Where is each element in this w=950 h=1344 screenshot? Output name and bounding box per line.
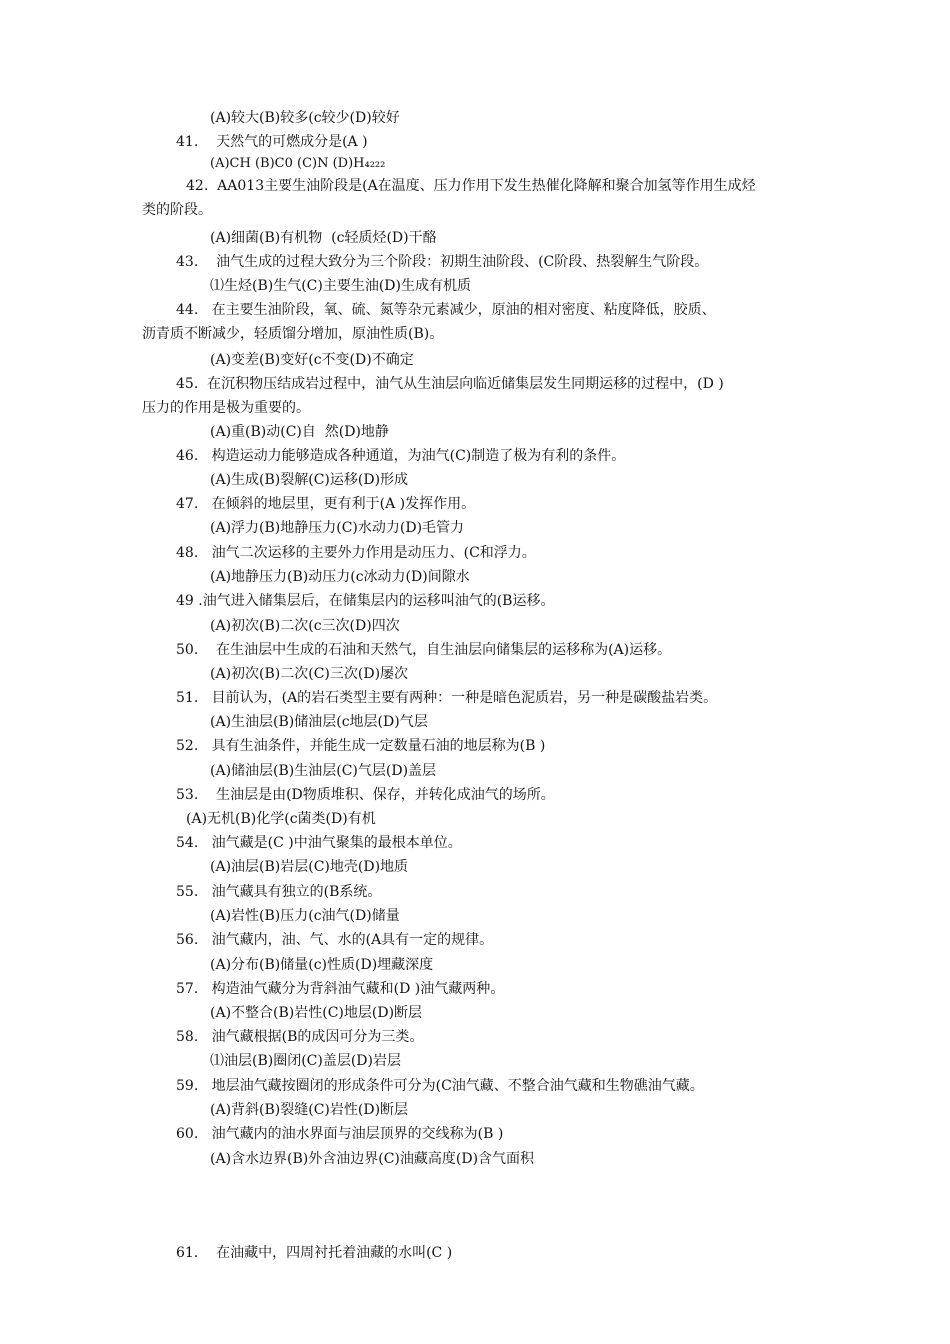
text-line: (A)较大(B)较多(c较少(D)较好 [210,110,400,126]
question-line: 46. 构造运动力能够造成各种通道，为油气(C)制造了极为有利的条件。 [176,448,626,464]
options-line: (A)分布(B)储量(c)性质(D)埋藏深度 [210,957,434,973]
options-line: (A)初次(B)二次(C)三次(D)屡次 [210,666,409,682]
question-line: 53. 生油层是由(D物质堆积、保存，并转化成油气的场所。 [176,787,555,803]
text-line: 沥青质不断减少，轻质馏分增加，原油性质(B)。 [142,326,444,342]
question-line: 51. 目前认为，(A的岩石类型主要有两种：一种是暗色泥质岩，另一种是碳酸盐岩类。 [176,690,718,706]
options-line: (A)地静压力(B)动压力(c冰动力(D)间隙水 [210,569,470,585]
options-line: ⑴生烃(B)生气(C)主要生油(D)生成有机质 [210,278,471,294]
question-line: 57. 构造油气藏分为背斜油气藏和(D )油气藏两种。 [176,981,505,997]
text-line: 类的阶段。 [142,202,212,218]
options-line: (A)生油层(B)储油层(c地层(D)气层 [210,714,428,730]
question-line: 47. 在倾斜的地层里，更有利于(A )发挥作用。 [176,496,476,512]
options-line: (A)岩性(B)压力(c油气(D)储量 [210,908,400,924]
options-line: (A)储油层(B)生油层(C)气层(D)盖层 [210,763,437,779]
options-line: (A)细菌(B)有机物 (c轻质烃(D)干酪 [210,230,437,246]
question-line: 50. 在生油层中生成的石油和天然气，自生油层向储集层的运移称为(A)运移。 [176,642,672,658]
question-line: 52. 具有生油条件，并能生成一定数量石油的地层称为(B ) [176,738,546,754]
question-line: 55. 油气藏具有独立的(B系统。 [176,884,382,900]
options-line: (A)初次(B)二次(c三次(D)四次 [210,618,400,634]
question-line: 60. 油气藏内的油水界面与油层顶界的交线称为(B ) [176,1126,504,1142]
question-line: 61. 在油藏中，四周衬托着油藏的水叫(C ) [176,1245,453,1261]
options-line: (A)重(B)动(C)自 然(D)地静 [210,424,389,440]
options-line: (A)背斜(B)裂缝(C)岩性(D)断层 [210,1102,409,1118]
options-line: (A)生成(B)裂解(C)运移(D)形成 [210,472,409,488]
question-line: 43. 油气生成的过程大致分为三个阶段：初期生油阶段、(C阶段、热裂解生气阶段。 [176,254,709,270]
question-line: 56. 油气藏内，油、气、水的(A具有一定的规律。 [176,932,494,948]
question-line: 59. 地层油气藏按圈闭的形成条件可分为(C油气藏、不整合油气藏和生物礁油气藏。 [176,1078,704,1094]
options-line: (A)浮力(B)地静压力(C)水动力(D)毛管力 [210,520,465,536]
question-line: 44. 在主要生油阶段，氧、硫、氮等杂元素减少，原油的相对密度、粘度降低，胶质、 [176,302,716,318]
question-line: 54. 油气藏是(C )中油气聚集的最根本单位。 [176,835,462,851]
text-line: 压力的作用是极为重要的。 [142,400,310,416]
question-line: 58. 油气藏根据(B的成因可分为三类。 [176,1029,424,1045]
options-line: (A)变差(B)变好(c不变(D)不确定 [210,352,414,368]
question-line: 42. AA013主要生油阶段是(A在温度、压力作用下发生热催化降解和聚合加氢等作用生成烃 [186,178,756,194]
options-line: (A)CH (B)C0 (C)N (D)H₄₂₂₂ [210,156,386,171]
options-line: (A)无机(B)化学(c菌类(D)有机 [186,811,376,827]
question-line: 41. 天然气的可燃成分是(A ) [176,134,368,150]
options-line: (A)含水边界(B)外含油边界(C)油藏高度(D)含气面积 [210,1151,535,1167]
options-line: (A)油层(B)岩层(C)地壳(D)地质 [210,859,409,875]
options-line: ⑴油层(B)圈闭(C)盖层(D)岩层 [210,1053,401,1069]
question-line: 45. 在沉积物压结成岩过程中，油气从生油层向临近储集层发生同期运移的过程中，(D ) [176,376,724,392]
question-line: 48. 油气二次运移的主要外力作用是动压力、(C和浮力。 [176,545,536,561]
question-line: 49 .油气进入储集层后，在储集层内的运移叫油气的(B运移。 [176,593,555,609]
options-line: (A)不整合(B)岩性(C)地层(D)断层 [210,1005,423,1021]
